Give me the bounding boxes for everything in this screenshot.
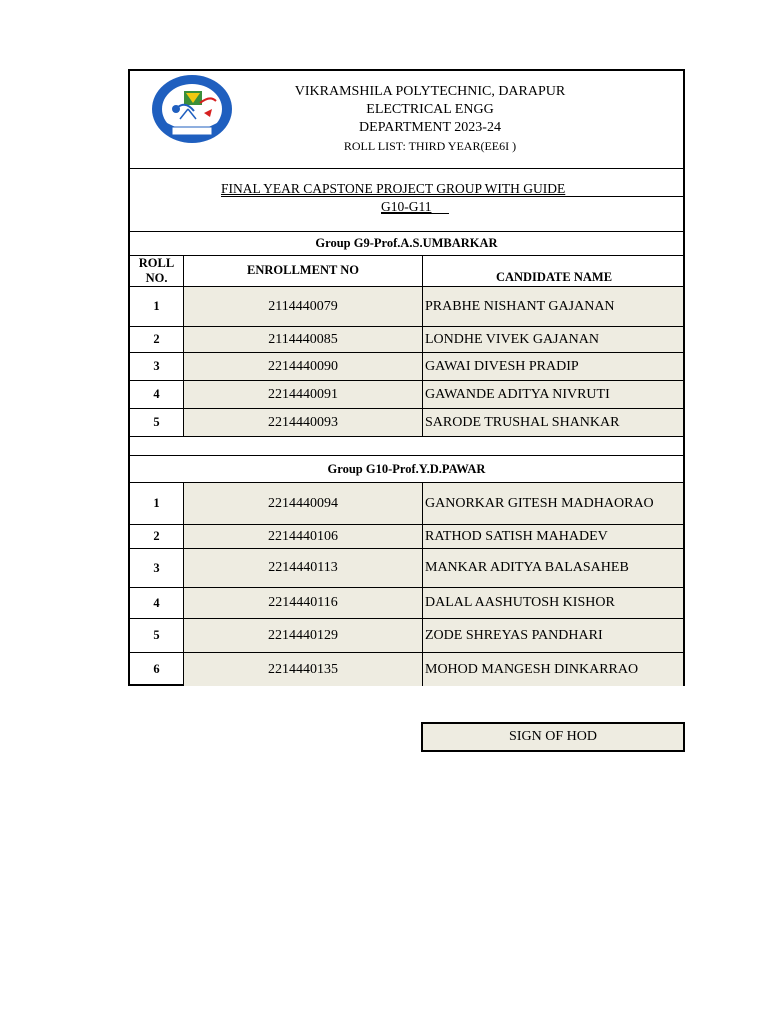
- roll-no-cell: 2: [130, 327, 184, 352]
- roll-no-cell: 3: [130, 353, 184, 380]
- roll-no-cell: 5: [130, 619, 184, 652]
- table-row: [130, 653, 683, 686]
- department-year: DEPARTMENT 2023-24: [359, 120, 501, 135]
- candidate-name-cell: LONDHE VIVEK GAJANAN: [423, 327, 683, 352]
- enrollment-cell: 2214440113: [184, 549, 423, 587]
- candidate-name-cell: RATHOD SATISH MAHADEV: [423, 525, 683, 548]
- group-separator: [130, 437, 683, 456]
- table-row: [130, 483, 683, 525]
- table-row: [130, 327, 683, 353]
- roll-list-sheet: [128, 69, 685, 686]
- institute-heading: [280, 83, 580, 155]
- roll-no-cell: 1: [130, 287, 184, 326]
- enrollment-cell: 2214440091: [184, 381, 423, 408]
- capstone-block: [130, 168, 683, 232]
- table-row: [130, 381, 683, 409]
- capstone-title: FINAL YEAR CAPSTONE PROJECT GROUP WITH GUIDE: [221, 181, 566, 196]
- enrollment-cell: 2114440085: [184, 327, 423, 352]
- branch-name: ELECTRICAL ENGG: [366, 102, 494, 117]
- table-row: [130, 619, 683, 653]
- candidate-name-cell: GAWAI DIVESH PRADIP: [423, 353, 683, 380]
- header-block: [130, 71, 683, 169]
- roll-no-cell: 6: [130, 653, 184, 686]
- capstone-underline: [221, 196, 683, 197]
- enrollment-cell: 2214440116: [184, 588, 423, 618]
- groups-range-underline: [381, 213, 449, 214]
- enrollment-cell: 2114440079: [184, 287, 423, 326]
- roll-no-cell: 4: [130, 381, 184, 408]
- candidate-name-header: CANDIDATE NAME: [423, 256, 683, 286]
- enrollment-cell: 2214440094: [184, 483, 423, 524]
- roll-no-cell: 1: [130, 483, 184, 524]
- group-g9-heading: Group G9-Prof.A.S.UMBARKAR: [130, 231, 683, 256]
- candidate-name-cell: MANKAR ADITYA BALASAHEB: [423, 549, 683, 587]
- table-row: [130, 287, 683, 327]
- candidate-name-cell: GANORKAR GITESH MADHAORAO: [423, 483, 683, 524]
- institute-name: VIKRAMSHILA POLYTECHNIC, DARAPUR: [294, 84, 566, 99]
- enrollment-cell: 2214440093: [184, 409, 423, 436]
- candidate-name-cell: SARODE TRUSHAL SHANKAR: [423, 409, 683, 436]
- roll-no-cell: 4: [130, 588, 184, 618]
- table-header-row: [130, 256, 683, 287]
- table-row: [130, 353, 683, 381]
- roll-no-cell: 5: [130, 409, 184, 436]
- candidate-name-cell: GAWANDE ADITYA NIVRUTI: [423, 381, 683, 408]
- candidate-name-cell: DALAL AASHUTOSH KISHOR: [423, 588, 683, 618]
- roll-no-cell: 2: [130, 525, 184, 548]
- table-row: [130, 409, 683, 437]
- candidate-name-cell: MOHOD MANGESH DINKARRAO: [423, 653, 683, 686]
- enrollment-cell: 2214440135: [184, 653, 423, 686]
- enrollment-cell: 2214440129: [184, 619, 423, 652]
- candidate-name-cell: PRABHE NISHANT GAJANAN: [423, 287, 683, 326]
- roll-list-title: ROLL LIST: THIRD YEAR(EE6I ): [343, 139, 517, 153]
- table-row: [130, 525, 683, 549]
- candidate-name-cell: ZODE SHREYAS PANDHARI: [423, 619, 683, 652]
- enrollment-no-header: ENROLLMENT NO: [184, 256, 423, 286]
- hod-signature-box: SIGN OF HOD: [421, 722, 685, 752]
- institute-logo: [150, 73, 234, 145]
- table-row: [130, 549, 683, 588]
- enrollment-cell: 2214440090: [184, 353, 423, 380]
- enrollment-cell: 2214440106: [184, 525, 423, 548]
- group-g10-heading: Group G10-Prof.Y.D.PAWAR: [130, 456, 683, 483]
- capstone-groups-range: G10-G11: [381, 199, 432, 214]
- table-row: [130, 588, 683, 619]
- roll-no-header: ROLL NO.: [130, 256, 184, 286]
- roll-no-cell: 3: [130, 549, 184, 587]
